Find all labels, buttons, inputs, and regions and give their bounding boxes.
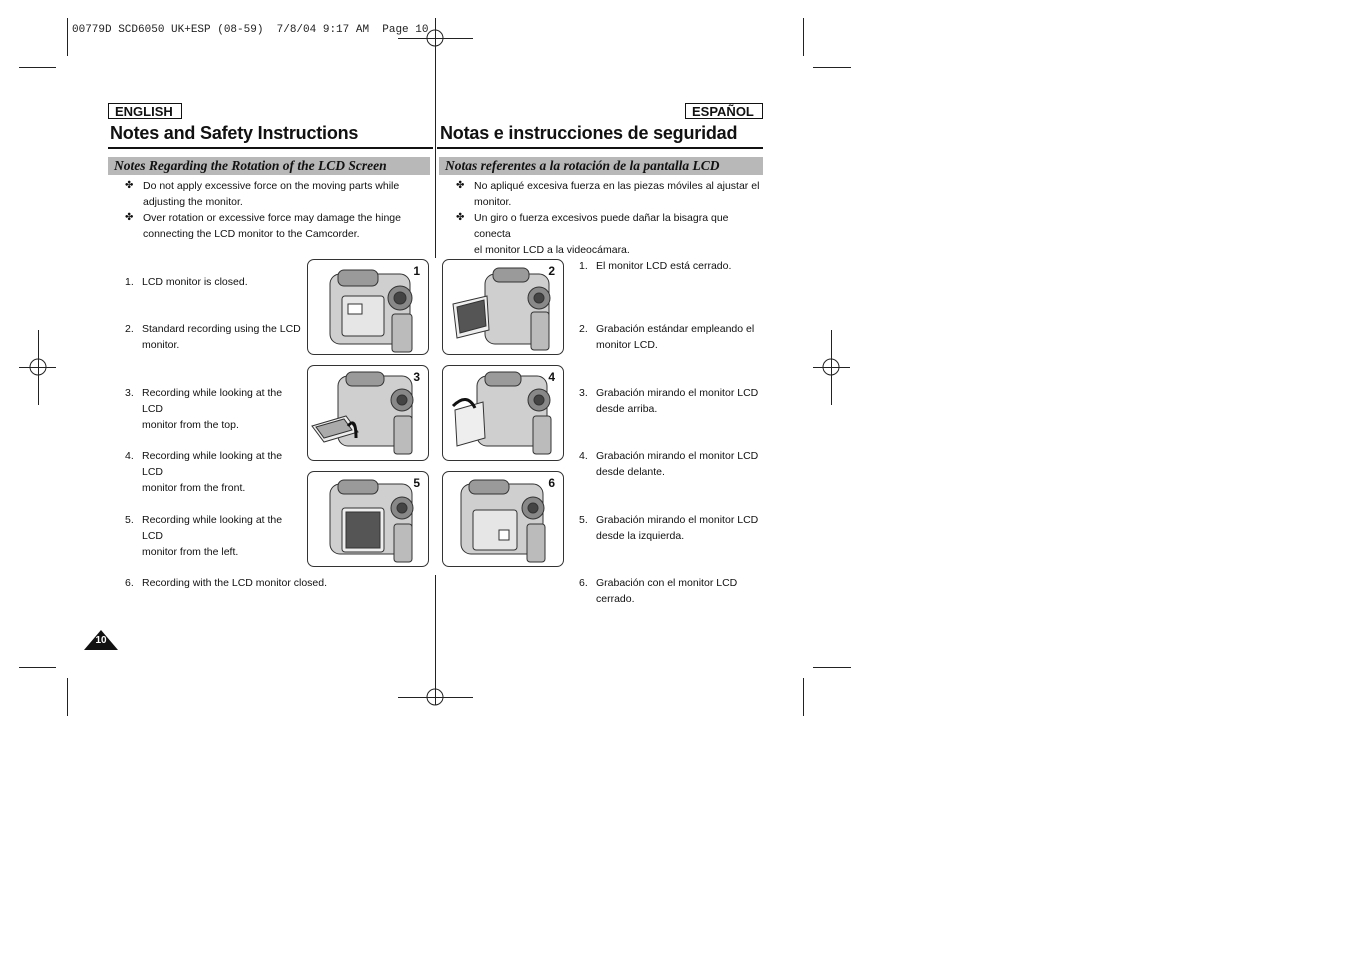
registration-mark-right	[822, 358, 840, 376]
title-rule-right	[437, 147, 763, 149]
page-title-english: Notes and Safety Instructions	[110, 123, 359, 143]
language-tag-spanish: ESPAÑOL	[685, 103, 763, 119]
camcorder-lcd-closed-icon	[308, 260, 429, 355]
page-title-spanish: Notas e instrucciones de seguridad	[440, 123, 738, 143]
registration-mark-top	[426, 29, 444, 47]
figure-label: 3	[413, 370, 420, 384]
camcorder-lcd-left-icon	[308, 472, 429, 567]
language-tag-english: ENGLISH	[108, 103, 182, 119]
section-heading-english: Notes Regarding the Rotation of the LCD Screen	[108, 157, 430, 175]
page-number-badge	[84, 630, 118, 650]
figure-label: 1	[413, 264, 420, 278]
camcorder-lcd-closed-flipped-icon	[443, 472, 564, 567]
figure-panel-2	[442, 259, 564, 355]
title-rule-left	[108, 147, 433, 149]
figure-label: 2	[548, 264, 555, 278]
bullet-spanish-2: ✤ Un giro o fuerza excesivos puede dañar la bisagra que conecta el monitor LCD a la videocámara.	[456, 212, 729, 256]
figure-panel-5	[307, 471, 429, 567]
bullet-icon: ✤	[125, 180, 134, 191]
registration-mark-bottom	[426, 688, 444, 706]
figure-panel-3	[307, 365, 429, 461]
bullet-icon: ✤	[456, 212, 465, 223]
camcorder-lcd-open-icon	[443, 260, 564, 355]
bullet-english-1: ✤ Do not apply excessive force on the moving parts while adjusting the monitor.	[125, 180, 400, 208]
bullet-icon: ✤	[125, 212, 134, 223]
bullet-english-2: ✤ Over rotation or excessive force may damage the hinge connecting the LCD monitor to the Camcorder.	[125, 212, 401, 240]
figure-label: 4	[548, 370, 555, 384]
page-number: 10	[95, 635, 107, 646]
figure-panel-1	[307, 259, 429, 355]
figure-panel-6	[442, 471, 564, 567]
figure-label: 5	[413, 476, 420, 490]
camcorder-lcd-top-icon	[308, 366, 429, 461]
camcorder-lcd-front-icon	[443, 366, 564, 461]
print-slug: 00779D SCD6050 UK+ESP (08-59) 7/8/04 9:17 AM Page 10	[72, 24, 429, 36]
bullet-icon: ✤	[456, 180, 465, 191]
figure-panel-4	[442, 365, 564, 461]
registration-mark-left	[29, 358, 47, 376]
bullet-spanish-1: ✤ No apliqué excesiva fuerza en las piezas móviles al ajustar el monitor.	[456, 180, 760, 208]
figure-label: 6	[548, 476, 555, 490]
section-heading-spanish: Notas referentes a la rotación de la pantalla LCD	[439, 157, 763, 175]
